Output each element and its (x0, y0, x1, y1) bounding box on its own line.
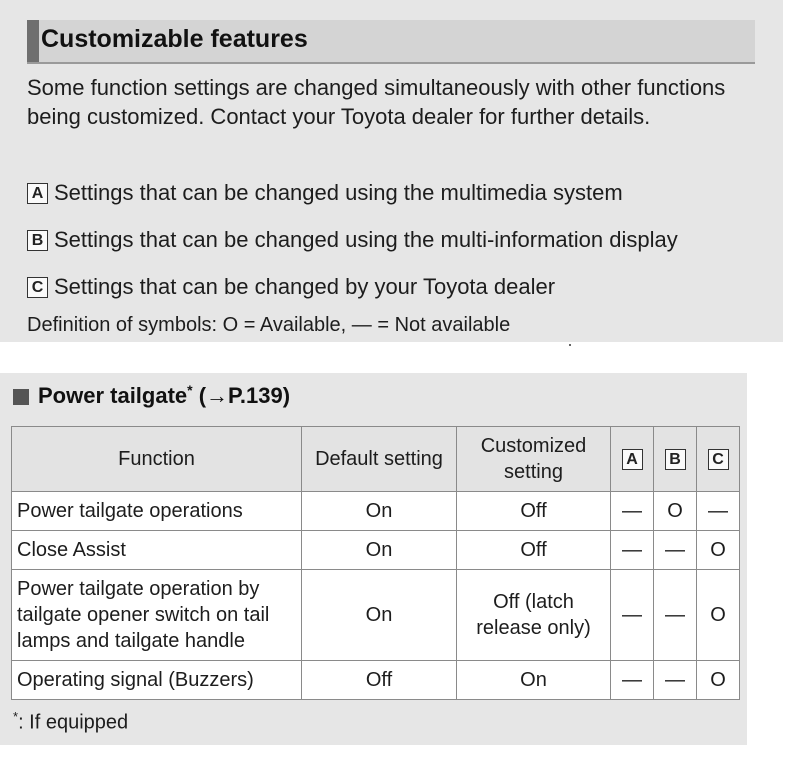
header-c (697, 427, 740, 492)
cell-function: Power tailgate operations (12, 492, 302, 531)
header-badge-b: B (665, 449, 686, 470)
cell-c: O (697, 661, 740, 700)
section-star: * (187, 382, 193, 398)
footnote-text: : If equipped (18, 711, 129, 734)
cell-customized (457, 570, 611, 661)
cell-default: On (302, 531, 457, 570)
cell-customized: On (457, 661, 611, 700)
cell-function: Power tailgate operation by tailgate opener switch on tail lamps and tailgate handle (12, 570, 302, 661)
stray-dot (569, 344, 571, 346)
badge-a: A (27, 183, 48, 204)
header-badge-a: A (622, 449, 643, 470)
legend-item-b (27, 227, 678, 253)
legend-text-a: Settings that can be changed using the multimedia system (54, 180, 623, 205)
symbol-definition: Definition of symbols: O = Available, — = Not available (27, 314, 511, 336)
power-tailgate-panel (0, 373, 747, 745)
cell-b: O (654, 492, 697, 531)
table-row (12, 492, 740, 531)
table-row (12, 531, 740, 570)
header-default: Default setting (302, 427, 457, 492)
heading-bar (27, 20, 755, 64)
section-title-text: Power tailgate (38, 383, 188, 408)
table-row (12, 570, 740, 661)
footnote (13, 709, 128, 735)
cell-customized: Off (457, 531, 611, 570)
table-row (12, 661, 740, 700)
header-function: Function (12, 427, 302, 492)
header-customized-text: Customized setting (480, 435, 587, 483)
cell-a: — (611, 531, 654, 570)
badge-b: B (27, 230, 48, 251)
cell-a: — (611, 661, 654, 700)
page-title: Customizable features (41, 25, 308, 53)
cell-c: O (697, 531, 740, 570)
cell-default: On (302, 570, 457, 661)
legend-text-b: Settings that can be changed using the multi-information display (54, 227, 678, 252)
legend-item-c (27, 274, 555, 300)
cell-c: O (697, 570, 740, 661)
settings-table (11, 426, 740, 700)
section-title (13, 383, 290, 409)
section-bullet-icon (13, 389, 29, 405)
cell-function: Operating signal (Buzzers) (12, 661, 302, 700)
customizable-features-panel (0, 0, 783, 342)
cell-function: Close Assist (12, 531, 302, 570)
cell-c: — (697, 492, 740, 531)
legend-text-c: Settings that can be changed by your Toyota dealer (54, 274, 556, 299)
header-a (611, 427, 654, 492)
footnote-star: * (13, 709, 19, 724)
cell-b: — (654, 531, 697, 570)
cell-a: — (611, 570, 654, 661)
legend-item-a (27, 180, 623, 206)
cell-customized-text: Off (latch release only) (476, 591, 591, 639)
cell-b: — (654, 661, 697, 700)
badge-c: C (27, 277, 48, 298)
cell-default: Off (302, 661, 457, 700)
cell-b: — (654, 570, 697, 661)
header-b (654, 427, 697, 492)
cell-default: On (302, 492, 457, 531)
section-page-ref: (→P.139) (198, 383, 291, 408)
heading-accent (27, 20, 39, 62)
cell-a: — (611, 492, 654, 531)
table-header-row (12, 427, 740, 492)
header-badge-c: C (708, 449, 729, 470)
header-customized (457, 427, 611, 492)
intro-paragraph: Some function settings are changed simultaneously with other functions being customized. Contact your Toyota dealer for further details. (27, 75, 726, 129)
cell-customized: Off (457, 492, 611, 531)
